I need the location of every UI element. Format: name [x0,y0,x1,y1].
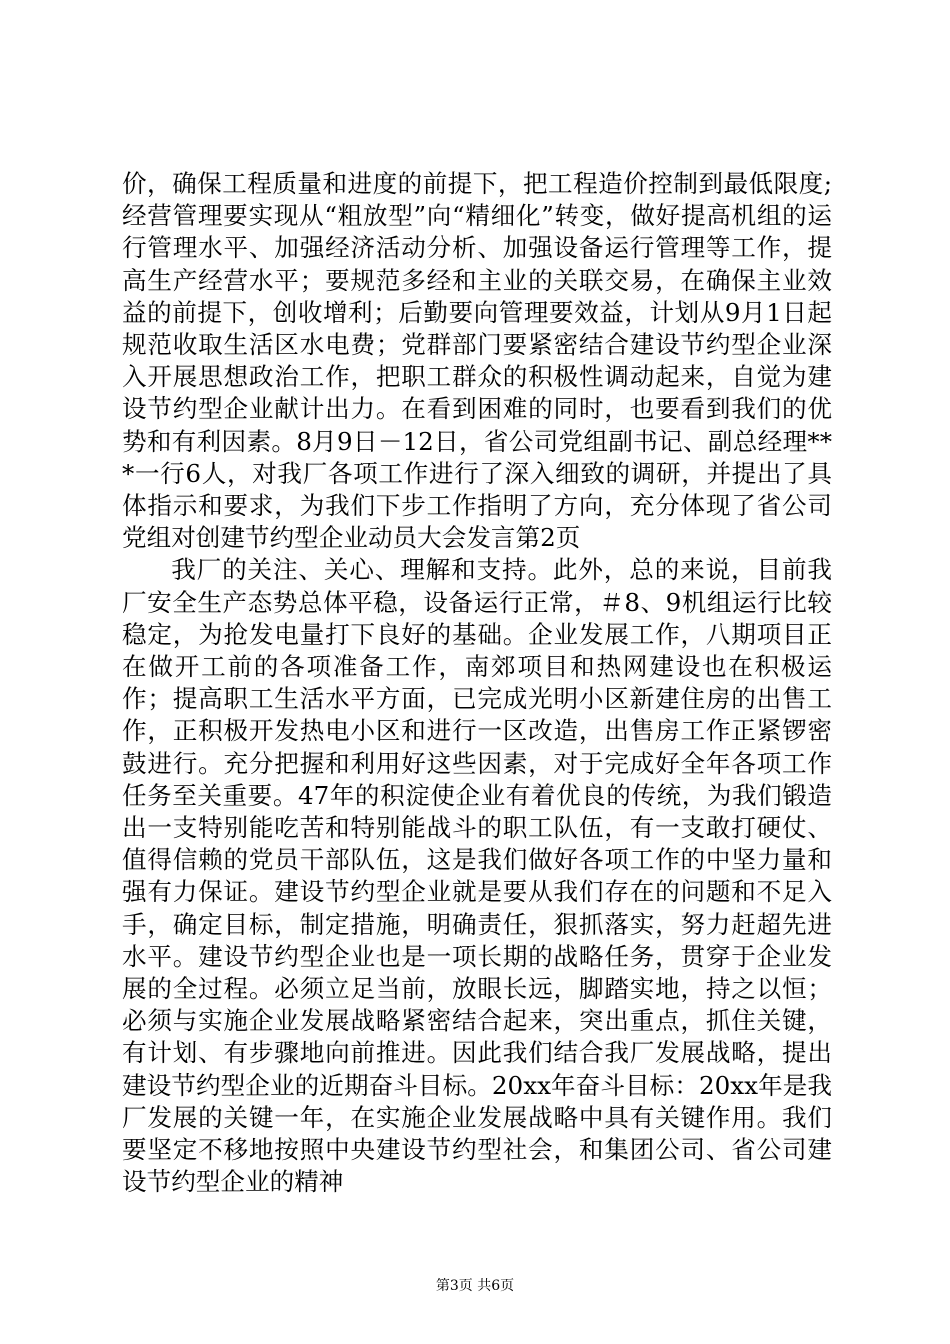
page-footer: 第3页 共6页 [435,1278,515,1294]
document-body [122,168,832,1199]
paragraph: 我厂的关注、关心、理解和支持。此外，总的来说，目前我厂安全生产态势总体平稳，设备运行正常，＃8、9机组运行比较稳定，为抢发电量打下良好的基础。企业发展工作，八期项目正在做开工前的各项准备工作，南郊项目和热网建设也在积极运作；提高职工生活水平方面，已完成光明小区新建住房的出售工作，正积极开发热电小区和进行一区改造，出售房工作正紧锣密鼓进行。充分把握和利用好这些因素，对于完成好全年各项工作任务至关重要。47年的积淀使企业有着优良的传统，为我们锻造出一支特别能吃苦和特别能战斗的职工队伍，有一支敢打硬仗、值得信赖的党员干部队伍，这是我们做好各项工作的中坚力量和强有力保证。建设节约型企业就是要从我们存在的问题和不足入手，确定目标，制定措施，明确责任，狠抓落实，努力赶超先进水平。建设节约型企业也是一项长期的战略任务，贯穿于企业发展的全过程。必须立足当前，放眼长远，脚踏实地，持之以恒；必须与实施企业发展战略紧密结合起来，突出重点，抓住关键，有计划、有步骤地向前推进。因此我们结合我厂发展战略，提出建设节约型企业的近期奋斗目标。20xx年奋斗目标：20xx年是我厂发展的关键一年，在实施企业发展战略中具有关键作用。我们要坚定不移地按照中央建设节约型社会，和集团公司、省公司建设节约型企业的精神 [122,555,832,1197]
paragraph-continued: 价，确保工程质量和进度的前提下，把工程造价控制到最低限度;经营管理要实现从“粗放型”向“精细化”转变，做好提高机组的运行管理水平、加强经济活动分析、加强设备运行管理等工作，提高生产经营水平；要规范多经和主业的关联交易，在确保主业效益的前提下，创收增利；后勤要向管理要效益，计划从9月1日起规范收取生活区水电费；党群部门要紧密结合建设节约型企业深入开展思想政治工作，把职工群众的积极性调动起来，自觉为建设节约型企业献计出力。在看到困难的同时，也要看到我们的优势和有利因素。8月9日－12日，省公司党组副书记、副总经理***一行6人，对我厂各项工作进行了深入细致的调研，并提出了具体指示和要求，为我们下步工作指明了方向，充分体现了省公司党组对创建节约型企业动员大会发言第2页 [122,169,832,553]
